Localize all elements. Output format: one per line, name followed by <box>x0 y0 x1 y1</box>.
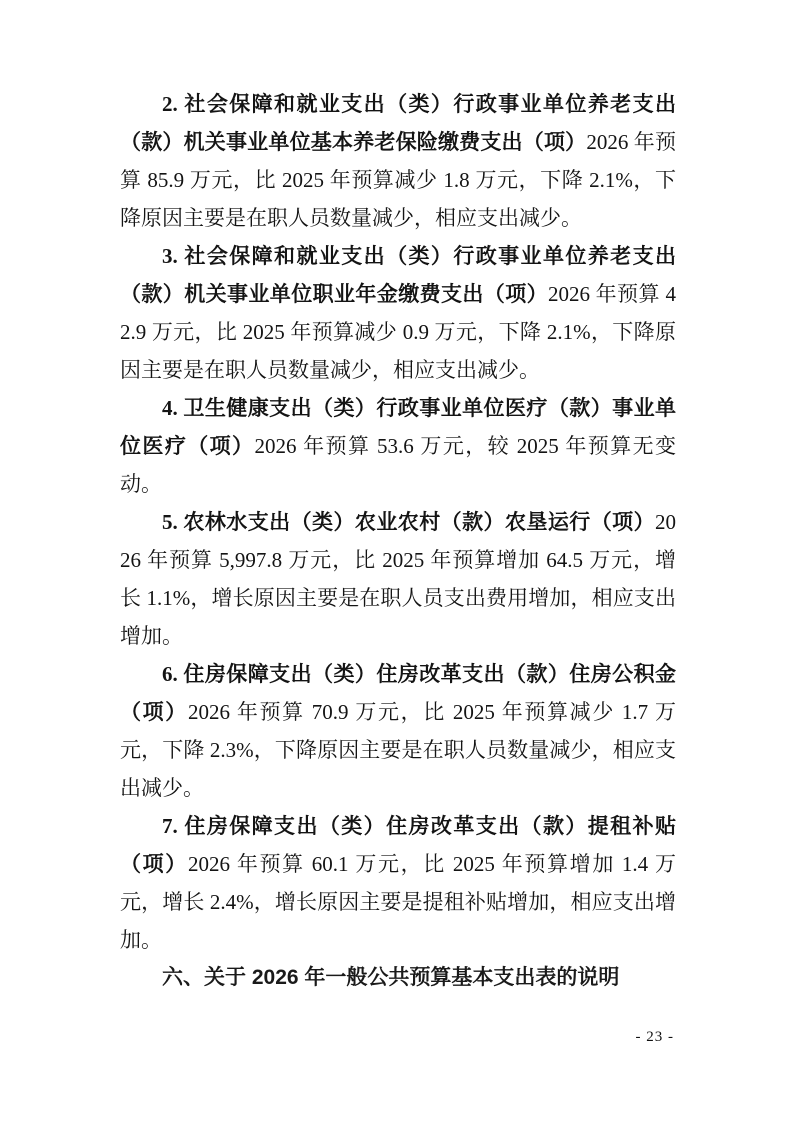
page-number: - 23 - <box>635 1029 674 1045</box>
budget-item-paragraph-5 <box>120 503 676 655</box>
paragraph-body-text: 2026 年预算 70.9 万元，比 2025 年预算减少 1.7 万元，下降 2.3%，下降原因主要是在职人员数量减少，相应支出减少。 <box>120 700 677 800</box>
budget-item-paragraph-2 <box>120 85 676 237</box>
document-body <box>120 85 676 997</box>
paragraph-bold-lead: 6. 住房保障支出（类）住房改革支出（款）住房公积金（项） <box>120 662 676 724</box>
paragraph-bold-lead: 2. 社会保障和就业支出（类）行政事业单位养老支出（款）机关事业单位基本养老保险缴费支出（项） <box>120 92 676 154</box>
paragraph-bold-lead: 3. 社会保障和就业支出（类）行政事业单位养老支出（款）机关事业单位职业年金缴费支出（项） <box>120 244 676 306</box>
paragraph-bold-lead: 7. 住房保障支出（类）住房改革支出（款）提租补贴（项） <box>120 814 676 876</box>
section-heading: 六、关于 2026 年一般公共预算基本支出表的说明 <box>162 966 620 989</box>
paragraph-body-text: 2026 年预算 53.6 万元，较 2025 年预算无变动。 <box>120 434 677 496</box>
budget-item-paragraph-6 <box>120 655 676 807</box>
budget-item-paragraph-4 <box>120 389 676 503</box>
paragraph-body-text: 2026 年预算 5,997.8 万元，比 2025 年预算增加 64.5 万元，增长 1.1%，增长原因主要是在职人员支出费用增加，相应支出增加。 <box>120 510 676 648</box>
paragraph-bold-lead: 4. 卫生健康支出（类）行政事业单位医疗（款）事业单位医疗（项） <box>120 396 676 458</box>
paragraph-body-text: 2026 年预算 85.9 万元，比 2025 年预算减少 1.8 万元，下降 2.1%，下降原因主要是在职人员数量减少，相应支出减少。 <box>120 130 677 230</box>
paragraph-bold-lead: 5. 农林水支出（类）农业农村（款）农垦运行（项） <box>162 510 655 534</box>
budget-item-paragraph-7 <box>120 807 676 959</box>
paragraph-body-text: 2026 年预算 60.1 万元，比 2025 年预算增加 1.4 万元，增长 2.4%，增长原因主要是提租补贴增加，相应支出增加。 <box>120 852 677 952</box>
paragraph-body-text: 2026 年预算 42.9 万元，比 2025 年预算减少 0.9 万元，下降 2.1%，下降原因主要是在职人员数量减少，相应支出减少。 <box>120 282 676 382</box>
budget-item-paragraph-3 <box>120 237 676 389</box>
